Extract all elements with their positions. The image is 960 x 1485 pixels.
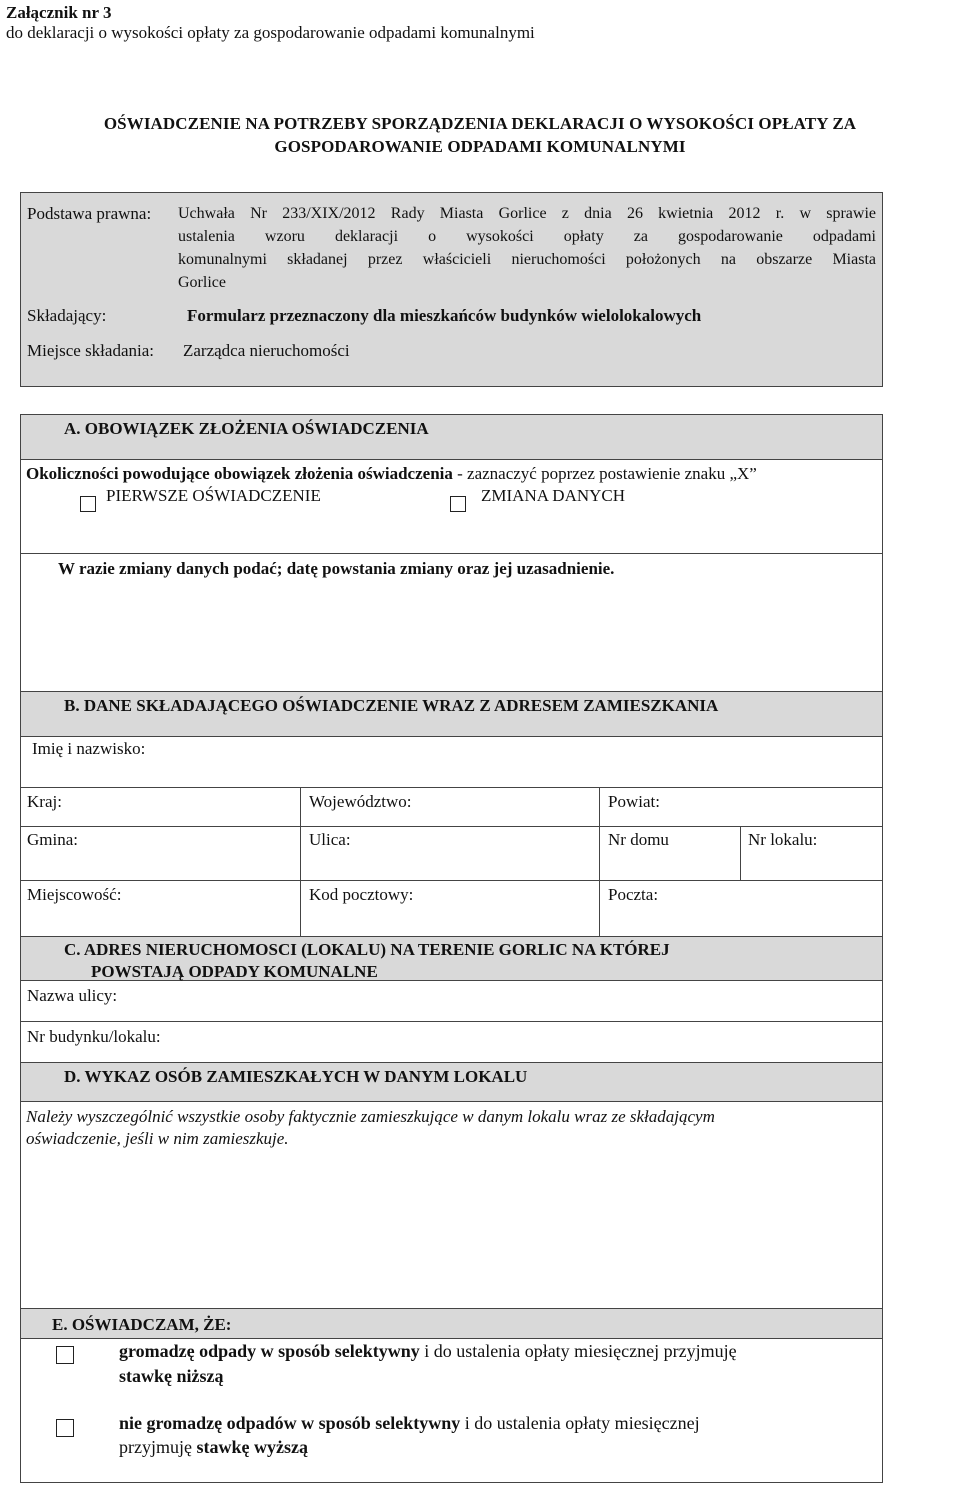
higher-rate-text [119, 1435, 308, 1459]
non-selective-collection-rest: i do ustalenia opłaty miesięcznej [460, 1413, 700, 1433]
change-details-note: W razie zmiany danych podać; datę powstania zmiany oraz jej uzasadnienie. [58, 559, 615, 578]
name-label: Imię i nazwisko: [32, 739, 146, 758]
commune-label: Gmina: [27, 830, 78, 849]
county-label: Powiat: [608, 792, 660, 811]
data-change-label: ZMIANA DANYCH [481, 486, 626, 505]
circumstances-bold: Okoliczności powodujące obowiązek złożenia oświadczenia [26, 464, 453, 483]
house-number-label: Nr domu [608, 830, 669, 849]
section-e-title: E. OŚWIADCZAM, ŻE: [52, 1315, 232, 1334]
non-selective-collection-text [119, 1411, 700, 1435]
higher-rate-plain: przyjmuję [119, 1437, 197, 1457]
postcode-label: Kod pocztowy: [309, 885, 414, 904]
residents-note-line2: oświadczenie, jeśli w nim zamieszkuje. [26, 1129, 289, 1148]
submitter-label: Składający: [27, 306, 107, 325]
legal-basis-line3: komunalnymi składanej przez właścicieli nieruchomości położonych na obszarze Miasta [178, 251, 876, 268]
street-name-field[interactable] [20, 980, 883, 1022]
voivodeship-label: Województwo: [309, 792, 412, 811]
section-c-title-line2: POWSTAJĄ ODPADY KOMUNALNE [91, 962, 378, 981]
country-label: Kraj: [27, 792, 62, 811]
street-label: Ulica: [309, 830, 351, 849]
legal-basis-label: Podstawa prawna: [27, 204, 152, 223]
document-title-line1: OŚWIADCZENIE NA POTRZEBY SPORZĄDZENIA DEKLARACJI O WYSOKOŚCI OPŁATY ZA [103, 114, 857, 133]
building-number-label: Nr budynku/lokalu: [27, 1027, 161, 1046]
legal-basis-line2: ustalenia wzoru deklaracji o wysokości opłaty za gospodarowanie odpadami [178, 228, 876, 245]
street-name-label: Nazwa ulicy: [27, 986, 118, 1005]
submission-place-value: Zarządca nieruchomości [183, 341, 350, 360]
country-field[interactable] [20, 787, 301, 827]
city-label: Miejscowość: [27, 885, 122, 904]
submitter-value: Formularz przeznaczony dla mieszkańców budynków wielolokalowych [187, 306, 702, 325]
attachment-subtitle: do deklaracji o wysokości opłaty za gospodarowanie odpadami komunalnymi [6, 23, 535, 42]
post-office-label: Poczta: [608, 885, 659, 904]
residents-note-line1: Należy wyszczególnić wszystkie osoby faktycznie zamieszkujące w danym lokalu wraz ze składającym [26, 1107, 715, 1126]
data-change-checkbox[interactable] [450, 496, 466, 512]
higher-rate-bold: stawkę wyższą [196, 1437, 308, 1457]
name-field[interactable] [20, 736, 883, 788]
lower-rate-text: stawkę niższą [119, 1366, 224, 1386]
legal-basis-line1: Uchwała Nr 233/XIX/2012 Rady Miasta Gorlice z dnia 26 kwietnia 2012 r. w sprawie [178, 205, 876, 222]
circumstances-instruction: - zaznaczyć poprzez postawienie znaku „X” [452, 464, 757, 483]
circumstances-text [26, 463, 757, 484]
section-a-title: A. OBOWIĄZEK ZŁOŻENIA OŚWIADCZENIA [64, 419, 429, 438]
submission-place-label: Miejsce składania: [27, 341, 154, 360]
attachment-number: Załącznik nr 3 [6, 3, 112, 22]
flat-number-label: Nr lokalu: [748, 830, 818, 849]
non-selective-collection-bold: nie gromadzę odpadów w sposób selektywny [119, 1413, 461, 1433]
document-title-line2: GOSPODAROWANIE ODPADAMI KOMUNALNYMI [274, 137, 686, 156]
legal-basis-line4: Gorlice [178, 274, 226, 291]
selective-collection-text [119, 1339, 737, 1363]
non-selective-collection-checkbox[interactable] [56, 1419, 74, 1437]
first-statement-checkbox[interactable] [80, 496, 96, 512]
selective-collection-checkbox[interactable] [56, 1346, 74, 1364]
first-statement-label: PIERWSZE OŚWIADCZENIE [106, 486, 321, 505]
section-d-title: D. WYKAZ OSÓB ZAMIESZKAŁYCH W DANYM LOKALU [64, 1067, 528, 1086]
section-c-title-line1: C. ADRES NIERUCHOMOSCI (LOKALU) NA TERENIE GORLIC NA KTÓREJ [64, 940, 670, 959]
section-b-title: B. DANE SKŁADAJĄCEGO OŚWIADCZENIE WRAZ Z ADRESEM ZAMIESZKANIA [64, 696, 719, 715]
selective-collection-bold: gromadzę odpady w sposób selektywny [119, 1341, 420, 1361]
selective-collection-rest: i do ustalenia opłaty miesięcznej przyjmuję [419, 1341, 737, 1361]
